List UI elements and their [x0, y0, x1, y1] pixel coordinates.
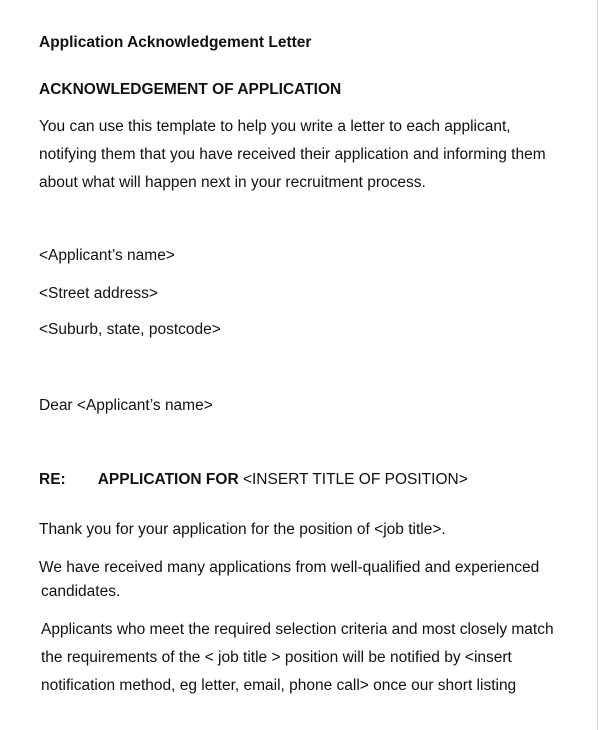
- address-street: <Street address>: [39, 285, 158, 302]
- re-position-placeholder: <INSERT TITLE OF POSITION>: [238, 471, 468, 488]
- address-suburb: <Suburb, state, postcode>: [39, 321, 221, 338]
- received-line-1: We have received many applications from well-qualified and experienced: [39, 559, 540, 576]
- re-line: [39, 471, 468, 489]
- criteria-line-1: Applicants who meet the required selection criteria and most closely match: [41, 621, 554, 638]
- section-heading: ACKNOWLEDGEMENT OF APPLICATION: [39, 81, 342, 98]
- document-title: Application Acknowledgement Letter: [39, 34, 312, 51]
- re-label: RE:: [39, 471, 66, 488]
- received-line-2: candidates.: [41, 583, 121, 600]
- address-name: <Applicant’s name>: [39, 247, 175, 264]
- re-subject: APPLICATION FOR: [97, 471, 239, 488]
- intro-line-3: about what will happen next in your recruitment process.: [39, 174, 426, 191]
- criteria-line-2: the requirements of the < job title > position will be notified by <insert: [41, 649, 512, 666]
- intro-line-2: notifying them that you have received their application and informing them: [39, 146, 546, 163]
- intro-line-1: You can use this template to help you write a letter to each applicant,: [39, 118, 511, 135]
- salutation: Dear <Applicant’s name>: [39, 397, 213, 414]
- criteria-line-3: notification method, eg letter, email, phone call> once our short listing: [41, 677, 517, 694]
- thanks-line: Thank you for your application for the position of <job title>.: [39, 521, 446, 538]
